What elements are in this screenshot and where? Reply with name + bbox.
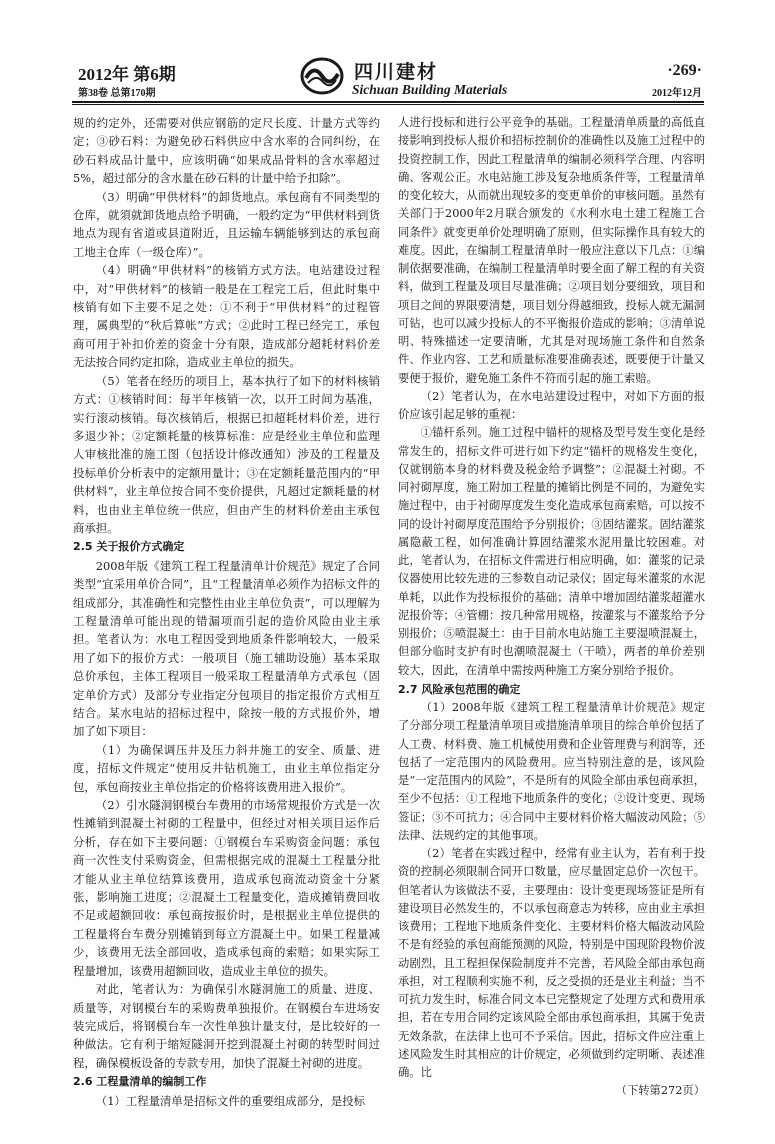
journal-title-cn: 四川建材	[354, 61, 439, 83]
paragraph: 规的约定外，还需要对供应钢筋的定尺长度、计量方式等约定；③砂石料：为避免砂石料供应中含水率的合同纠纷，在砂石料成品计量中，应该明确“如果成品骨料的含水率超过5%，超过部分的含水量在砂石料的计量中给予扣除”。	[73, 116, 380, 186]
section-heading-2-7: 2.7 风险承包范围的确定	[398, 682, 521, 696]
paragraph: 人进行投标和进行公平竞争的基础。工程量清单质量的高低直接影响到投标人报价和招标控制价的准确性以及施工过程中的投资控制工作，因此工程量清单的编制必须科学合理、内容明确、客观公正。水电站施工涉及复杂地质条件等，工程量清单的变化较大，从而就出现较多的变更单价的审核问题。虽然有关部门于2000年2月联合颁发的《水利水电土建工程施工合同条件》就变更单价处理明确了原则，但实际操作具有较大的难度。因此，在编制工程量清单时一般应注意以下几点：①编制依据要准确，在编制工程量清单时要全面了解工程的有关资料，做到工程量及项目尽量准确；②项目划分要细致，项目和项目之间的界限要清楚，项目划分得越细致，投标人就无漏洞可钻，也可以减少投标人的不平衡报价造成的影响；③清单说明、特殊描述一定要清晰，尤其是对现场施工条件和自然条件、作业内容、工艺和质量标准要准确表述，既要便于计量又要便于报价，避免施工条件不符而引起的施工索赔。	[398, 116, 705, 385]
paragraph: （1）工程量清单是招标文件的重要组成部分，是投标	[95, 1093, 366, 1108]
left-column	[73, 114, 380, 1110]
paragraph: （2）笔者在实践过程中，经常有业主认为，若有利于投资的控制必须限制合同开口数量，应尽量固定总价一次包干。但笔者认为该做法不妥，主要理由：设计变更现场签证是所有建设项目必然发生的，不以承包商意志为转移，应由业主承担该费用；工程地下地质条件变化、主要材料价格大幅波动风险不是有经验的承包商能预测的风险，特别是中国现阶段物价波动剧烈，且工程担保保险制度并不完善，若风险全部由承包商承担，对工程顺利实施不利，反之受损的还是业主利益；当不可抗力发生时，标准合同文本已完整规定了处理方式和费用承担，若在专用合同约定该风险全部由承包商承担，其属于免责无效条款，在法律上也可不予采信。因此，招标文件应注重上述风险发生时其相应的计价规定，必须做到约定明晰、表述准确。比	[398, 847, 705, 1079]
issue-date: 2012年12月	[652, 88, 702, 99]
paragraph: ①锚杆系列。施工过程中锚杆的规格及型号发生变化是经常发生的，招标文件可进行如下约定“锚杆的规格发生变化，仅就钢筋本身的材料费及税金给予调整”；②混凝土衬砌。不同衬砌厚度，施工附加工程量的摊销比例是不同的，为避免实施过程中，由于衬砌厚度发生变化造成承包商索赔，可以按不同的设计衬砌厚度范围给予分别报价；③固结灌浆。固结灌浆属隐蔽工程，如何准确计算固结灌浆水泥用量比较困难。对此，笔者认为，在招标文件需进行相应明确，如：灌浆的记录仪器使用比较先进的三参数自动记录仪；固定每米灌浆的水泥单耗，以此作为投标报价的基础；清单中增加固结灌浆超灌水泥报价等；④管棚：按几种常用规格，按灌浆与不灌浆给予分别报价；⑤喷混凝土：由于目前水电站施工主要湿喷混凝土，但部分临时支护有时也潮喷混凝土（干喷），两者的单价差别较大，因此，在清单中需按两种施工方案分别给予报价。	[398, 426, 705, 677]
right-column	[398, 114, 705, 1101]
journal-logo-icon	[300, 56, 344, 96]
volume-label: 第38卷 总第170期	[78, 88, 156, 99]
issue-label: 2012年 第6期	[78, 65, 176, 84]
paragraph: 2008年版《建筑工程工程量清单计价规范》规定了合同类型“宜采用单价合同”，且“工程量清单必须作为招标文件的组成部分，其准确性和完整性由业主单位负责”，可以理解为工程量清单可能出现的错漏项而引起的造价风险由业主承担。笔者认为：水电工程因受到地质条件影响较大，一般采用了如下的报价方式：一般项目（施工辅助设施）基本采取总价承包，主体工程项目一般采取工程量清单方式承包（固定单价方式）及部分专业指定分包项目的指定报价方式相互结合。某水电站的招标过程中，除按一般的方式报价外，增加了如下项目：	[73, 558, 380, 739]
paragraph: （2）笔者认为，在水电站建设过程中，对如下方面的报价应该引起足够的重视：	[398, 389, 705, 421]
paragraph: 对此，笔者认为：为确保引水隧洞施工的质量、进度、质量等，对钢模台车的采购费单独报价。在钢模台车进场安装完成后，将钢模台车一次性单独计量支付，是比较好的一种做法。它有利于缩短隧洞开挖到混凝土衬砌的转型时间过程，确保模板设备的专款专用，加快了混凝土衬砌的进度。	[73, 982, 380, 1070]
paragraph: （1）为确保调压井及压力斜井施工的安全、质量、进度，招标文件规定“使用反井钻机施工，由业主单位指定分包，承包商按业主单位指定的价格将该费用进入报价”。	[73, 742, 380, 794]
page-number: ·269·	[667, 62, 702, 79]
page-header	[0, 0, 775, 108]
header-rule-thin	[72, 104, 704, 105]
section-heading-2-5: 2.5 关于报价方式确定	[73, 540, 185, 554]
paragraph: （3）明确“甲供材料”的卸货地点。承包商有不同类型的仓库，就須就卸货地点给予明确，一般约定为“甲供材料到货地点为现有省道或县道附近，且运输车辆能够到达的承包商工地主仓库（一级仓库）”。	[73, 189, 380, 259]
section-heading-2-6: 2.6 工程量清单的编制工作	[73, 1075, 207, 1089]
header-rule	[72, 101, 704, 103]
paragraph: （5）笔者在经历的项目上，基本执行了如下的材料核销方式：①核销时间：每半年核销一次，以开工时间为基准，实行滚动核销。每次核销后，根据已扣超耗材料价差，进行多退少补；②定额耗量的核算标准：应是经业主单位和监理人审核批准的施工图（包括设计修改通知）涉及的工程量及投标单价分析表中的定额用量计；③在定额耗量范围内的“甲供材料”，业主单位按合同不变价提供，凡超过定额耗量的材料，也由业主单位统一供应，但由产生的材料价差由主承包商承担。	[73, 373, 380, 535]
paragraph: （4）明确“甲供材料”的核销方式方法。电站建设过程中，对“甲供材料”的核销一般是在工程完工后，但此时集中核销有如下主要不足之处：①不利于“甲供材料”的过程管理，属典型的“秋后算帐”方式；②此时工程已经完工，承包商可用于补扣价差的资金十分有限，造成部分超耗材料价差无法按合同约定扣除，造成业主单位的损失。	[73, 263, 380, 370]
paragraph: （1）2008年版《建筑工程工程量清单计价规范》规定了分部分项工程量清单项目或措施清单项目的综合单价包括了人工费、材料费、施工机械使用费和企业管理费与利润等，还包括了一定范围内的风险费用。应当特别注意的是，该风险是“一定范围内的风险”，不是所有的风险全部由承包商承担，至少不包括：①工程地下地质条件的变化；②设计变更、现场签证；③不可抗力；④合同中主要材料价格大幅波动风险；⑤法律、法规约定的其他事项。	[398, 701, 705, 842]
journal-title-en: Sichuan Building Materials	[352, 82, 508, 97]
paragraph: （2）引水隧洞钢模台车费用的市场常规报价方式是一次性摊销到混凝土衬砌的工程量中，但经过对相关项目运作后分析，存在如下主要问题：①钢模台车采购资金问题：承包商一次性支付采购资金，但需根据完成的混凝土工程量分批才能从业主单位结算该费用，造成承包商流动资金十分紧张，影响施工进度；②混凝土工程量变化，造成摊销费回收不足或超额回收：承包商按报价时，是根据业主单位提供的工程量将台车费分别摊销到每立方混凝土中。如果工程量减少，该费用无法全部回收，造成承包商的索赔；如果实际工程量增加，该费用超额回收，造成业主单位的损失。	[73, 798, 380, 978]
continued-note: （下转第272页）	[615, 1084, 705, 1098]
